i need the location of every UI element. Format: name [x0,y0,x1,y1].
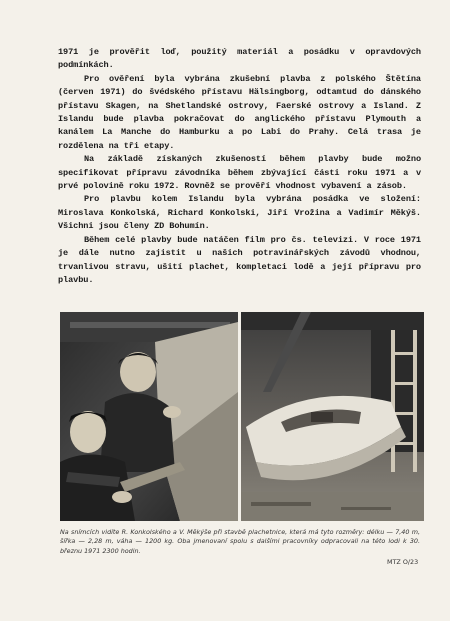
page-code: MTZ O/23 [387,558,419,566]
paragraph-5: Během celé plavby bude natáčen film pro čs. televizi. V roce 1971 je dále nutno zajistit u našich potravinářských závodů vhodnou, trvanlivou stravu, ušití plachet, kompletaci lodě a její přípravu pro plavbu. [58,234,421,285]
photo-workers-building-hull [60,312,238,521]
paragraph-2: Pro ověření byla vybrána zkušební plavba z polského Štětína (červen 1971) do švédského přístavu Hälsingborg, odtamtud do dánského přístavu Skagen, na Shetlandské ostrovy, Faerské ostrovy a Island. Z Islandu bude plavba pokračovat do anglického přístavu Plymouth a kanálem La Manche do Hamburku a po Labi do Prahy. Celá trasa je rozdělena na tři etapy. [58,73,421,151]
caption-text: Na snímcích vidíte R. Konkolského a V. Měkýše při stavbě plachetnice, která má tyto rozměry: délku — 7,40 m, šířka — 2,28 m, váha — 1200 kg. Oba jmenovaní spolu s dalšími pracovníky odpracovali na této lodi k 30. březnu 1971 2300 hodin. [60,528,420,555]
photo-caption [60,528,420,556]
photo-boat-hull [241,312,424,521]
paragraph-1: 1971 je prověřit loď, použitý materiál a posádku v opravdových podmínkách. [58,47,421,71]
photo-strip [60,312,424,521]
paragraph-3: Na základě získaných zkušeností během plavby bude možno specifikovat přípravu závodníka během zbývající části roku 1971 a v prvé polovině roku 1972. Rovněž se prověří vhodnost vybavení a zásob. [58,154,421,192]
body-text [58,46,421,287]
paragraph-4: Pro plavbu kolem Islandu byla vybrána posádka ve složení: Miroslava Konkolská, Richard Konkolski, Jiří Vrožina a Vadimír Měkýš. Všichni jsou členy ZD Bohumín. [58,194,421,232]
